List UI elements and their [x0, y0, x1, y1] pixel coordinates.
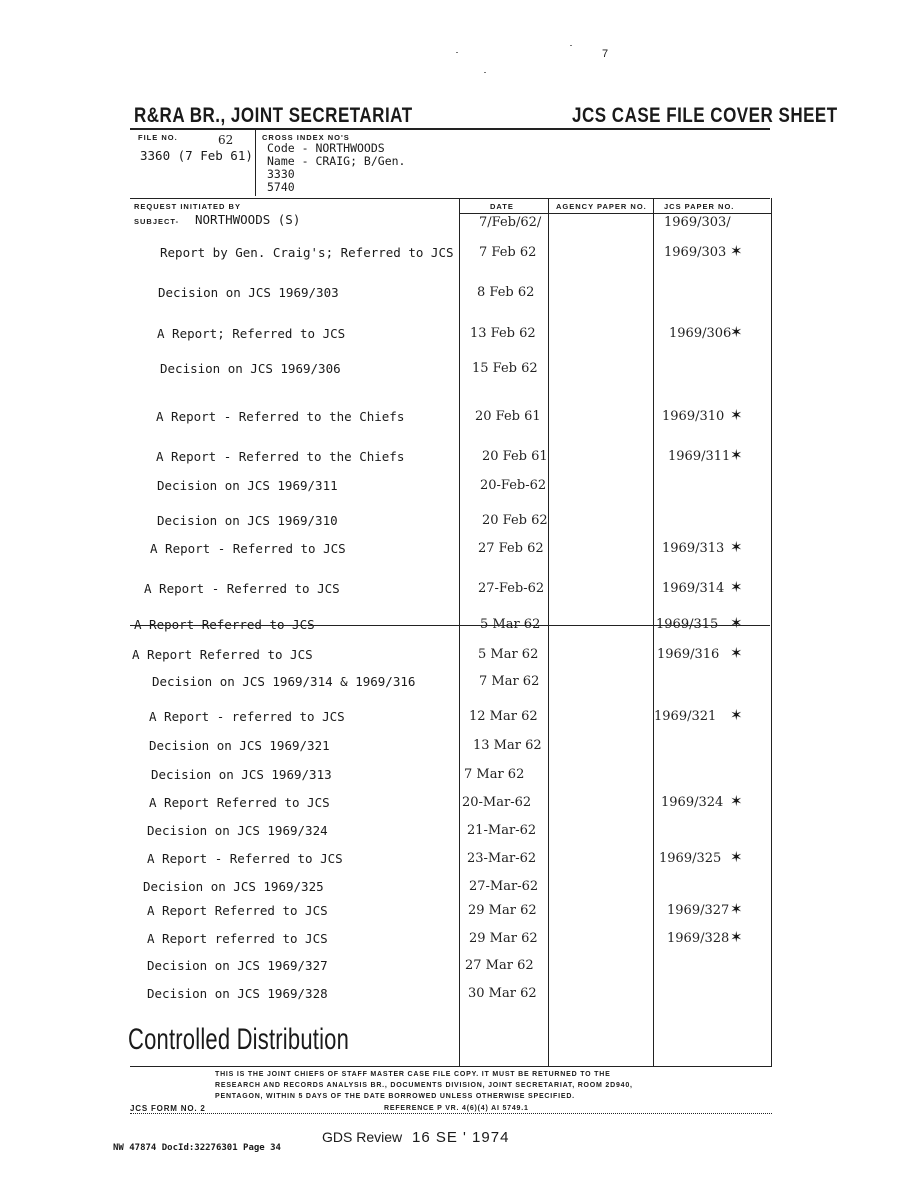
entry-description: Decision on JCS 1969/327	[147, 958, 328, 973]
column-rule	[459, 198, 460, 1066]
entry-jcs-paper-no: 1969/315	[656, 617, 719, 632]
entry-description: A Report - referred to JCS	[149, 709, 345, 724]
entry-description: Decision on JCS 1969/325	[143, 879, 324, 894]
entry-date: 30 Mar 62	[468, 986, 537, 1001]
controlled-distribution-stamp: Controlled Distribution	[128, 1022, 350, 1056]
entry-description: A Report; Referred to JCS	[157, 326, 346, 341]
entry-description: Decision on JCS 1969/303	[158, 285, 339, 300]
file-no-value: 3360 (7 Feb 61)	[140, 148, 253, 163]
entry-date: 27-Mar-62	[469, 879, 539, 894]
entry-date: 7 Feb 62	[479, 245, 537, 260]
speck	[484, 72, 486, 73]
entry-jcs-paper-no: 1969/311	[668, 449, 731, 464]
entry-description: A Report - Referred to the Chiefs	[156, 409, 405, 424]
entry-date: 20-Feb-62	[480, 478, 547, 493]
cross-index-line: Code - NORTHWOODS	[267, 141, 385, 155]
cross-index-line: 5740	[267, 180, 295, 194]
entry-date: 20 Feb 61	[475, 409, 541, 424]
entry-date: 20-Mar-62	[462, 795, 532, 810]
request-initiated-label: REQUEST INITIATED BY	[134, 202, 241, 211]
footer-notice-line: RESEARCH AND RECORDS ANALYSIS BR., DOCUMENTS DIVISION, JOINT SECRETARIAT, ROOM 2D940,	[215, 1082, 633, 1089]
entry-jcs-paper-no: 1969/316	[657, 647, 720, 662]
entry-date: 5 Mar 62	[480, 617, 541, 632]
entry-description: A Report Referred to JCS	[134, 617, 315, 632]
entry-description: Decision on JCS 1969/324	[147, 823, 328, 838]
handwritten-check-mark: ✶	[730, 706, 743, 724]
speck	[456, 52, 458, 53]
entry-jcs-paper-no: 1969/306	[669, 326, 732, 341]
handwritten-check-mark: ✶	[730, 900, 743, 918]
strikethrough-line	[130, 625, 770, 626]
entry-description: A Report referred to JCS	[147, 931, 328, 946]
entry-jcs-paper-no: 1969/310	[662, 409, 725, 424]
subject-value: NORTHWOODS (S)	[195, 212, 301, 227]
header-rule	[130, 128, 770, 130]
entry-description: A Report Referred to JCS	[149, 795, 330, 810]
entry-date: 8 Feb 62	[477, 285, 535, 300]
entry-description: Decision on JCS 1969/321	[149, 738, 330, 753]
entry-jcs-paper-no: 1969/324	[661, 795, 724, 810]
entry-jcs-paper-no: 1969/314	[662, 581, 725, 596]
handwritten-check-mark: ✶	[730, 928, 743, 946]
entry-description: A Report Referred to JCS	[132, 647, 313, 662]
entry-description: Decision on JCS 1969/314 & 1969/316	[152, 674, 416, 689]
handwritten-check-mark: ✶	[730, 242, 743, 260]
entry-jcs-paper-no: 1969/328	[667, 931, 730, 946]
footer-rule	[130, 1066, 772, 1067]
entry-jcs-paper-no: 1969/303/	[664, 215, 731, 230]
entry-date: 7 Mar 62	[479, 674, 540, 689]
entry-date: 27-Feb-62	[478, 581, 545, 596]
entry-description: Decision on JCS 1969/328	[147, 986, 328, 1001]
cross-index-label: CROSS INDEX NO'S	[262, 133, 350, 142]
entry-jcs-paper-no: 1969/325	[659, 851, 722, 866]
entry-date: 13 Feb 62	[470, 326, 536, 341]
form-rule	[130, 1113, 772, 1114]
entry-date: 29 Mar 62	[468, 903, 537, 918]
footer-notice-line: PENTAGON, WITHIN 5 DAYS OF THE DATE BORROWED UNLESS OTHERWISE SPECIFIED.	[215, 1093, 575, 1100]
form-number: JCS FORM NO. 2	[130, 1104, 206, 1113]
handwritten-check-mark: ✶	[730, 578, 743, 596]
entry-jcs-paper-no: 1969/303	[664, 245, 727, 260]
speck	[570, 45, 572, 46]
document-id: NW 47874 DocId:32276301 Page 34	[113, 1143, 281, 1153]
entry-date: 29 Mar 62	[469, 931, 538, 946]
cross-index-line: 3330	[267, 167, 295, 181]
entry-date: 27 Mar 62	[465, 958, 534, 973]
entry-date: 23-Mar-62	[467, 851, 537, 866]
cross-index-line: Name - CRAIG; B/Gen.	[267, 154, 406, 168]
footer-notice-line: THIS IS THE JOINT CHIEFS OF STAFF MASTER CASE FILE COPY. IT MUST BE RETURNED TO THE	[215, 1071, 611, 1078]
entry-date: 5 Mar 62	[478, 647, 539, 662]
entry-date: 20 Feb 61	[482, 449, 548, 464]
handwritten-check-mark: ✶	[730, 406, 743, 424]
entry-description: A Report Referred to JCS	[147, 903, 328, 918]
entry-date: 13 Mar 62	[473, 738, 542, 753]
handwritten-check-mark: ✶	[730, 848, 743, 866]
entry-description: A Report - Referred to JCS	[147, 851, 343, 866]
gds-review-date: 16 SE ' 1974	[412, 1129, 510, 1146]
entry-description: A Report - Referred to JCS	[144, 581, 340, 596]
column-rule	[653, 198, 654, 1066]
entry-date: 27 Feb 62	[478, 541, 544, 556]
entry-description: Decision on JCS 1969/306	[160, 361, 341, 376]
file-block-bottom-rule	[130, 198, 770, 199]
gds-review-label: GDS Review	[322, 1129, 403, 1145]
entry-date: 12 Mar 62	[469, 709, 538, 724]
entry-jcs-paper-no: 1969/313	[662, 541, 725, 556]
file-no-label: FILE NO.	[138, 133, 178, 142]
entry-date: 7 Mar 62	[464, 767, 525, 782]
subject-label: SUBJECT-	[134, 217, 180, 226]
column-rule	[771, 198, 772, 1066]
left-header-title: R&RA BR., JOINT SECRETARIAT	[134, 103, 413, 127]
entry-date: 20 Feb 62	[482, 513, 548, 528]
entry-date: 7/Feb/62/	[479, 215, 542, 230]
right-header-title: JCS CASE FILE COVER SHEET	[572, 103, 838, 127]
handwritten-check-mark: ✶	[730, 538, 743, 556]
handwritten-check-mark: ✶	[730, 446, 743, 464]
file-no-correction: 62	[218, 133, 234, 147]
entry-description: Decision on JCS 1969/313	[151, 767, 332, 782]
handwritten-check-mark: ✶	[730, 792, 743, 810]
entry-description: A Report - Referred to JCS	[150, 541, 346, 556]
column-header-rule	[460, 213, 772, 214]
handwritten-check-mark: ✶	[730, 644, 743, 662]
entry-date: 15 Feb 62	[472, 361, 538, 376]
file-block-divider	[255, 130, 256, 196]
entry-jcs-paper-no: 1969/321	[654, 709, 717, 724]
handwritten-check-mark: ✶	[730, 323, 743, 341]
column-header-agency: AGENCY PAPER NO.	[556, 202, 647, 211]
handwritten-check-mark: ✶	[730, 614, 743, 632]
entry-jcs-paper-no: 1969/327	[667, 903, 730, 918]
column-rule	[548, 198, 549, 1066]
entry-description: Decision on JCS 1969/310	[157, 513, 338, 528]
entry-date: 21-Mar-62	[467, 823, 537, 838]
stray-mark: 7	[602, 48, 609, 60]
entry-description: A Report - Referred to the Chiefs	[156, 449, 405, 464]
column-header-jcs: JCS PAPER NO.	[664, 202, 735, 211]
column-header-date: DATE	[490, 202, 514, 211]
entry-description: Report by Gen. Craig's; Referred to JCS	[160, 245, 454, 260]
reference-line: REFERENCE P VR. 4(6)(4) AI 5749.1	[384, 1105, 529, 1112]
entry-description: Decision on JCS 1969/311	[157, 478, 338, 493]
